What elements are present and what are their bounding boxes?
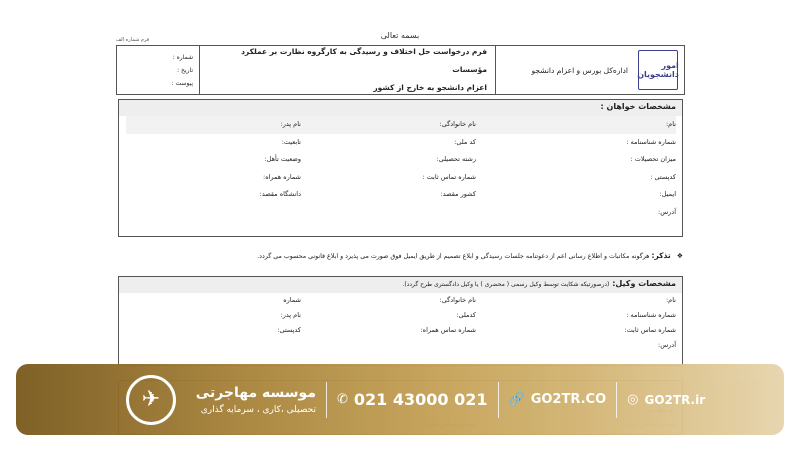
form-code: فرم شماره الف	[116, 37, 150, 43]
field-label: کشور مقصد:	[440, 190, 476, 198]
banner-company	[186, 385, 316, 415]
field-label: شماره	[283, 296, 301, 304]
link-icon: 🔗	[508, 392, 525, 407]
instagram-icon: ◎	[627, 392, 639, 407]
attorney-section	[118, 276, 683, 366]
field-label: نام خانوادگی:	[439, 296, 476, 304]
form-header	[116, 45, 685, 95]
meta-date: تاریخ :	[177, 66, 193, 74]
banner-logo	[116, 364, 186, 435]
field-label	[301, 204, 476, 222]
attorney-title-row	[119, 277, 682, 293]
ministry-logo: امور دانشجویان	[638, 50, 678, 90]
field-label: شماره تماس همراه:	[420, 326, 476, 334]
field-label: شماره همراه:	[263, 172, 301, 181]
phone-number: 021 43000 021	[353, 390, 488, 409]
attorney-subtitle: (درصورتیکه شکایت توسط وکیل رسمی ( محضری ) یا وکیل دادگستری طرح گردد).	[402, 281, 610, 288]
attorney-fields	[119, 293, 682, 353]
instagram-handle: GO2TR.ir	[644, 392, 706, 407]
field-label: کدپستی :	[650, 172, 676, 181]
field-label: نام پدر:	[280, 311, 301, 319]
company-services: تحصیلی ،کاری ، سرمایه گذاری	[200, 404, 316, 415]
header-logo-cell	[495, 46, 684, 94]
field-label: آدرس:	[658, 341, 676, 349]
field-label: کدملی:	[456, 311, 476, 319]
field-label	[301, 338, 476, 353]
field-label	[126, 204, 301, 222]
form-title	[199, 46, 495, 94]
notice-text: هرگونه مکاتبات و اطلاع رسانی اعم از دعوتنامه جلسات رسیدگی و ابلاغ تصمیم از طریق ایمیل فوق صورت می پذیرد و ابلاغ قانونی محسوب می گردد.	[257, 253, 650, 260]
website-url: GO2TR.CO	[530, 392, 607, 407]
meta-number: شماره :	[172, 53, 193, 61]
field-label: نام خانوادگی:	[301, 116, 476, 134]
field-label: شماره تماس ثابت:	[624, 326, 676, 334]
field-label: دانشگاه مقصد:	[259, 190, 301, 198]
diamond-bullet-icon: ❖	[676, 252, 683, 260]
applicant-title: مشخصات خواهان :	[119, 100, 682, 116]
field-label: کدپستی:	[277, 326, 301, 334]
email-notice	[165, 251, 683, 260]
field-label: شماره شناسنامه :	[626, 137, 676, 146]
banner-phone[interactable]	[337, 390, 488, 409]
banner-divider	[326, 382, 327, 418]
plane-logo-icon: ✈	[126, 375, 176, 425]
phone-icon: ✆	[337, 392, 348, 407]
field-label: نام:	[476, 116, 676, 134]
field-label: ایمیل:	[659, 190, 676, 198]
field-label: نام:	[665, 296, 676, 304]
field-label: شماره تماس ثابت :	[422, 172, 476, 181]
form-title-line2: اعزام دانشجو به خارج از کشور	[373, 83, 487, 92]
field-label: آدرس:	[658, 207, 676, 216]
banner-divider	[616, 382, 617, 418]
banner-website[interactable]	[509, 392, 607, 407]
banner-divider	[498, 382, 499, 418]
notice-label: تذکر:	[651, 251, 671, 260]
field-label: شماره شناسنامه :	[626, 311, 676, 319]
field-label: میزان تحصیلات :	[630, 155, 676, 163]
applicant-fields	[119, 116, 682, 221]
company-name: موسسه مهاجرتی	[195, 384, 316, 401]
field-label: کد ملی:	[454, 137, 476, 146]
promo-banner[interactable]	[16, 364, 784, 435]
field-label	[126, 338, 301, 353]
field-label: رشته تحصیلی:	[436, 155, 476, 163]
form-meta	[117, 46, 199, 94]
field-label: نام پدر:	[126, 116, 301, 134]
attorney-title: مشخصات وکیل:	[612, 279, 676, 288]
org-name: اداره‌کل بورس و اعزام دانشجو	[531, 65, 628, 75]
field-label: وضعیت تأهل:	[264, 155, 301, 163]
field-label: تابعیت:	[281, 137, 301, 146]
form-title-line1: فرم درخواست حل اختلاف و رسیدگی به کارگروه نظارت بر عملکرد مؤسسات	[241, 47, 487, 74]
meta-attachment: پیوست :	[171, 79, 193, 87]
banner-instagram[interactable]	[627, 392, 705, 407]
applicant-section	[118, 99, 683, 237]
bismillah-heading: بسمه تعالی	[380, 31, 420, 40]
